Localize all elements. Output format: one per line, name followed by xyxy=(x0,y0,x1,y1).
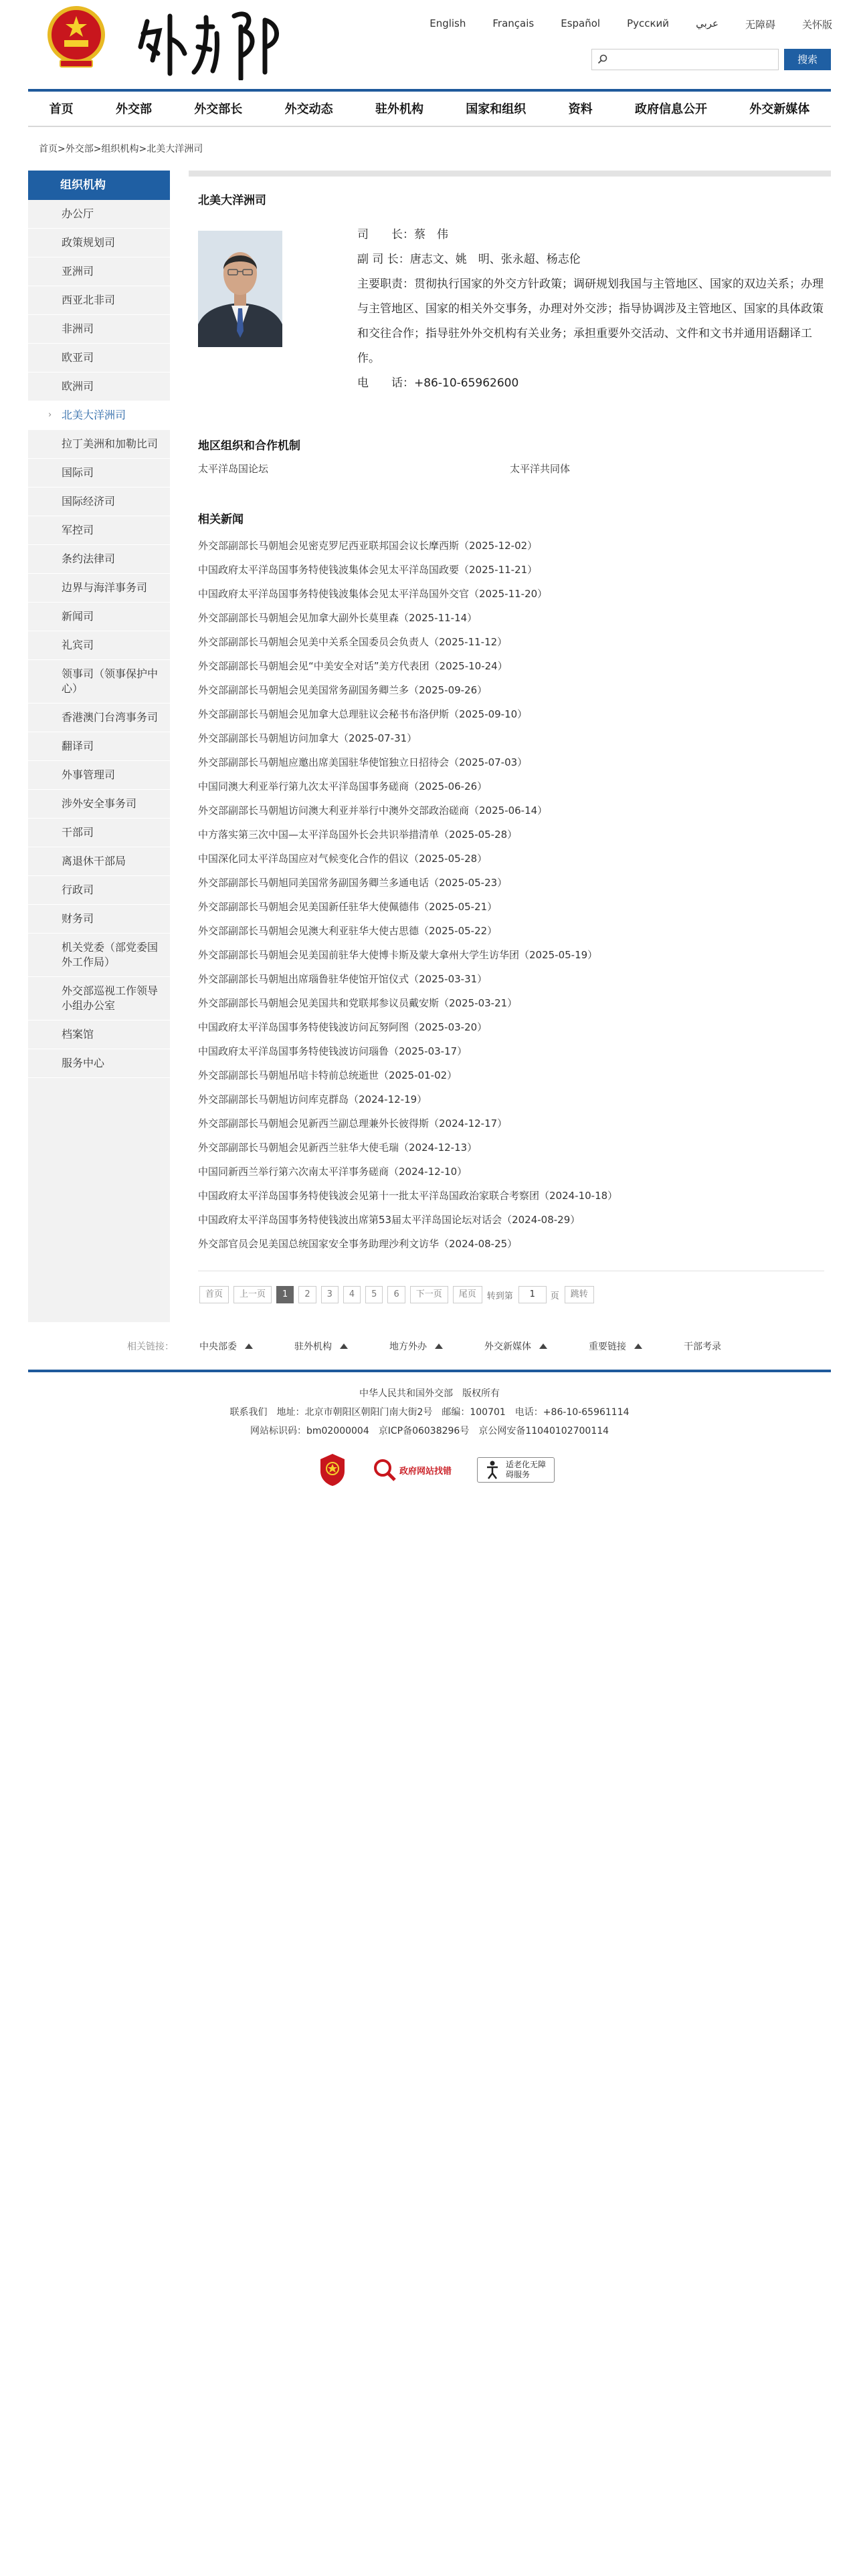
party-organ-badge-icon[interactable] xyxy=(318,1453,347,1487)
news-item[interactable]: 外交部副部长马朝旭应邀出席美国驻华使馆独立日招待会（2025-07-03） xyxy=(198,756,528,768)
sidebar-item[interactable]: 国际经济司 xyxy=(28,488,170,516)
breadcrumb-home[interactable]: 首页 xyxy=(39,144,58,154)
gov-error-badge[interactable] xyxy=(373,1458,452,1482)
pager-page-button[interactable]: 3 xyxy=(321,1286,339,1303)
pagination xyxy=(199,1286,599,1303)
related-link-dropdown[interactable] xyxy=(484,1339,547,1353)
pager-page-button[interactable]: 5 xyxy=(365,1286,383,1303)
news-item[interactable]: 中国政府太平洋岛国事务特使钱波集体会见太平洋岛国政要（2025-11-21） xyxy=(198,564,538,576)
mechanism-link[interactable]: 太平洋岛国论坛 xyxy=(198,463,269,475)
mechanism-link[interactable]: 太平洋共同体 xyxy=(510,463,571,475)
pager-goto-label: 转到第 xyxy=(486,1291,513,1301)
news-item[interactable]: 外交部副部长马朝旭会见澳大利亚驻华大使古思德（2025-05-22） xyxy=(198,925,498,937)
sidebar-item[interactable]: 涉外安全事务司 xyxy=(28,790,170,819)
ministry-logo[interactable] xyxy=(134,7,288,80)
sidebar xyxy=(28,171,170,1322)
sidebar-item[interactable]: 条约法律司 xyxy=(28,545,170,574)
news-item[interactable]: 外交部副部长马朝旭会见加拿大副外长莫里森（2025-11-14） xyxy=(198,612,478,624)
nav-item-disclosure[interactable]: 政府信息公开 xyxy=(634,102,707,116)
national-emblem-icon[interactable] xyxy=(45,4,107,71)
news-item[interactable]: 外交部副部长马朝旭会见美国共和党联邦参议员戴安斯（2025-03-21） xyxy=(198,997,518,1009)
breadcrumb-ministry[interactable]: 外交部 xyxy=(65,144,94,154)
news-item[interactable]: 外交部副部长马朝旭会见美国常务副国务卿兰多（2025-09-26） xyxy=(198,684,488,696)
sidebar-item[interactable]: 礼宾司 xyxy=(28,631,170,660)
sidebar-item[interactable]: 服务中心 xyxy=(28,1049,170,1078)
triangle-up-icon xyxy=(539,1344,547,1349)
sidebar-item[interactable]: 领事司（领事保护中心） xyxy=(28,660,170,704)
sidebar-item[interactable]: 办公厅 xyxy=(28,200,170,229)
director-photo xyxy=(198,231,282,347)
sidebar-item[interactable]: 拉丁美洲和加勒比司 xyxy=(28,430,170,459)
sidebar-item[interactable]: 新闻司 xyxy=(28,603,170,631)
news-item[interactable]: 中国政府太平洋岛国事务特使钱波出席第53届太平洋岛国论坛对话会（2024-08-29） xyxy=(198,1214,581,1226)
elderly-access-badge[interactable] xyxy=(477,1457,555,1483)
news-item[interactable]: 外交部副部长马朝旭会见加拿大总理驻议会秘书布洛伊斯（2025-09-10） xyxy=(198,708,528,720)
news-item[interactable]: 中国同澳大利亚举行第九次太平洋岛国事务磋商（2025-06-26） xyxy=(198,780,488,792)
breadcrumb: 首页>外交部>组织机构>北美大洋洲司 xyxy=(39,144,203,154)
sidebar-item[interactable]: 外事管理司 xyxy=(28,761,170,790)
news-item[interactable]: 外交部官员会见美国总统国家安全事务助理沙利文访华（2024-08-25） xyxy=(198,1238,518,1250)
footer-contact: 联系我们 地址：北京市朝阳区朝阳门南大街2号 邮编：100701 电话：+86-10-65961114 xyxy=(229,1407,630,1418)
lang-spanish-link[interactable]: Español xyxy=(561,17,601,29)
sidebar-item[interactable]: 欧洲司 xyxy=(28,372,170,401)
related-link-dropdown[interactable] xyxy=(589,1339,642,1353)
related-links xyxy=(127,1339,721,1353)
elderly-care-link[interactable]: 关怀版 xyxy=(801,19,832,31)
nav-item-resources[interactable]: 资料 xyxy=(568,102,593,116)
sidebar-item[interactable]: 欧亚司 xyxy=(28,344,170,372)
sidebar-item[interactable]: 军控司 xyxy=(28,516,170,545)
pager-unit-label: 页 xyxy=(550,1291,559,1301)
lang-russian-link[interactable]: Русский xyxy=(627,17,670,29)
news-item[interactable]: 外交部副部长马朝旭会见密克罗尼西亚联邦国会议长摩西斯（2025-12-02） xyxy=(198,540,538,552)
search-button[interactable]: 搜索 xyxy=(784,49,831,70)
related-link-label: 重要链接 xyxy=(589,1341,626,1352)
pager-page-current[interactable]: 1 xyxy=(276,1286,294,1303)
sidebar-item[interactable]: 行政司 xyxy=(28,876,170,905)
news-item[interactable]: 外交部副部长马朝旭出席瑙鲁驻华使馆开馆仪式（2025-03-31） xyxy=(198,973,488,985)
news-item[interactable]: 外交部副部长马朝旭会见美国前驻华大使博卡斯及蒙大拿州大学生访华团（2025-05-19） xyxy=(198,949,598,961)
accessibility-link[interactable]: 无障碍 xyxy=(745,19,775,31)
news-item[interactable]: 中国政府太平洋岛国事务特使钱波访问瑙鲁（2025-03-17） xyxy=(198,1045,468,1057)
pager-prev-button[interactable]: 上一页 xyxy=(233,1286,272,1303)
search-input[interactable] xyxy=(612,51,775,69)
pager-jump-button[interactable]: 跳转 xyxy=(565,1286,594,1303)
related-link-label: 中央部委 xyxy=(199,1341,237,1352)
nav-divider-bottom xyxy=(28,126,831,127)
site-header xyxy=(0,0,859,87)
nav-item-activities[interactable]: 外交动态 xyxy=(284,102,333,116)
nav-item-minister[interactable]: 外交部长 xyxy=(194,102,243,116)
related-link-dropdown[interactable] xyxy=(294,1339,348,1353)
pager-last-button[interactable]: 尾页 xyxy=(453,1286,482,1303)
main-nav xyxy=(28,94,831,123)
news-item[interactable]: 中国政府太平洋岛国事务特使钱波访问瓦努阿图（2025-03-20） xyxy=(198,1021,488,1033)
pager-page-button[interactable]: 4 xyxy=(343,1286,361,1303)
news-item[interactable]: 外交部副部长马朝旭吊唁卡特前总统逝世（2025-01-02） xyxy=(198,1069,458,1081)
nav-item-missions[interactable]: 驻外机构 xyxy=(375,102,423,116)
gov-error-badge-label: 政府网站找错 xyxy=(399,1466,452,1477)
news-item[interactable]: 外交部副部长马朝旭会见美国新任驻华大使佩德伟（2025-05-21） xyxy=(198,901,498,913)
sidebar-item[interactable]: 档案馆 xyxy=(28,1021,170,1049)
pager-page-button[interactable]: 2 xyxy=(298,1286,316,1303)
sidebar-item-label: 北美大洋洲司 xyxy=(62,409,126,421)
magnifier-icon xyxy=(373,1458,397,1482)
triangle-up-icon xyxy=(634,1344,642,1349)
pager-page-button[interactable]: 6 xyxy=(387,1286,405,1303)
news-item[interactable]: 外交部副部长马朝旭访问澳大利亚并举行中澳外交部政治磋商（2025-06-14） xyxy=(198,804,548,817)
related-link-dropdown[interactable] xyxy=(199,1339,253,1353)
accessibility-icon xyxy=(483,1460,502,1480)
triangle-up-icon xyxy=(435,1344,443,1349)
related-links-label: 相关链接： xyxy=(127,1341,174,1352)
news-item[interactable]: 中方落实第三次中国—太平洋岛国外长会共识举措清单（2025-05-28） xyxy=(198,829,518,841)
footer-codes: 网站标识码：bm02000004 京ICP备06038296号 京公网安备11040102700114 xyxy=(250,1426,609,1436)
pager-first-button[interactable]: 首页 xyxy=(199,1286,229,1303)
deputies-line: 副 司 长：唐志文、姚 明、张永超、杨志伦 xyxy=(357,253,581,266)
sidebar-item[interactable]: 翻译司 xyxy=(28,732,170,761)
footer-badges xyxy=(318,1453,555,1487)
lang-french-link[interactable]: Français xyxy=(492,17,535,29)
breadcrumb-current[interactable]: 北美大洋洲司 xyxy=(147,144,203,154)
triangle-up-icon xyxy=(340,1344,348,1349)
news-item[interactable]: 中国政府太平洋岛国事务特使钱波集体会见太平洋岛国外交官（2025-11-20） xyxy=(198,588,548,600)
news-item[interactable]: 外交部副部长马朝旭同美国常务副国务卿兰多通电话（2025-05-23） xyxy=(198,877,508,889)
nav-item-ministry[interactable]: 外交部 xyxy=(115,102,152,116)
sidebar-item[interactable]: 离退休干部局 xyxy=(28,847,170,876)
news-item[interactable]: 外交部副部长马朝旭会见新西兰驻华大使毛瑞（2024-12-13） xyxy=(198,1142,478,1154)
footer xyxy=(0,1384,859,1440)
related-link[interactable] xyxy=(684,1339,721,1353)
content-top-bar xyxy=(189,171,831,177)
sidebar-item[interactable]: 政策规划司 xyxy=(28,229,170,257)
related-link-label: 外交新媒体 xyxy=(484,1341,531,1352)
news-item[interactable]: 外交部副部长马朝旭会见新西兰副总理兼外长彼得斯（2024-12-17） xyxy=(198,1117,508,1130)
nav-item-home[interactable]: 首页 xyxy=(49,102,74,116)
department-info xyxy=(357,223,826,396)
news-item[interactable]: 中国政府太平洋岛国事务特使钱波会见第十一批太平洋岛国政治家联合考察团（2024-10-18） xyxy=(198,1190,618,1202)
sidebar-item[interactable]: 干部司 xyxy=(28,819,170,847)
nav-item-countries[interactable]: 国家和组织 xyxy=(466,102,527,116)
triangle-up-icon xyxy=(245,1344,253,1349)
duties-text: 主要职责：贯彻执行国家的外交方针政策；调研规划我国与主管地区、国家的双边关系；办理与主管地区、国家的相关外交事务，办理对外交涉；指导协调涉及主管地区、国家的具体政策和交往合作；指导驻外外交机构有关业务；承担重要外交活动、文件和文书并通用语翻译工作。 xyxy=(357,278,824,365)
news-list xyxy=(198,534,827,1256)
mechanisms-heading: 地区组织和合作机制 xyxy=(198,439,300,453)
sidebar-item[interactable]: 财务司 xyxy=(28,905,170,934)
sidebar-item[interactable]: 机关党委（部党委国外工作局） xyxy=(28,934,170,977)
sidebar-item[interactable]: 边界与海洋事务司 xyxy=(28,574,170,603)
pager-goto-input[interactable]: 1 xyxy=(518,1286,547,1303)
sidebar-item[interactable]: 亚洲司 xyxy=(28,257,170,286)
news-item[interactable]: 外交部副部长马朝旭会见“中美安全对话”美方代表团（2025-10-24） xyxy=(198,660,508,672)
chevron-right-icon: › xyxy=(48,410,52,420)
language-bar xyxy=(403,17,832,31)
related-link-label: 干部考录 xyxy=(684,1341,721,1352)
elderly-access-label: 适老化无障碍服务 xyxy=(506,1460,547,1479)
related-link-label: 驻外机构 xyxy=(294,1341,332,1352)
sidebar-item[interactable]: 外交部巡视工作领导小组办公室 xyxy=(28,977,170,1021)
sidebar-heading: 组织机构 xyxy=(28,171,170,200)
sidebar-item[interactable]: 国际司 xyxy=(28,459,170,488)
search-box xyxy=(591,49,779,70)
footer-divider xyxy=(28,1370,831,1372)
sidebar-item-active[interactable] xyxy=(28,401,170,430)
news-item[interactable]: 外交部副部长马朝旭访问加拿大（2025-07-31） xyxy=(198,732,417,744)
news-item[interactable]: 中国同新西兰举行第六次南太平洋事务磋商（2024-12-10） xyxy=(198,1166,468,1178)
page-title: 北美大洋洲司 xyxy=(198,194,266,207)
sidebar-item[interactable]: 西亚北非司 xyxy=(28,286,170,315)
news-item[interactable]: 中国深化同太平洋岛国应对气候变化合作的倡议（2025-05-28） xyxy=(198,853,488,865)
news-item[interactable]: 外交部副部长马朝旭会见美中关系全国委员会负责人（2025-11-12） xyxy=(198,636,508,648)
news-item[interactable]: 外交部副部长马朝旭访问库克群岛（2024-12-19） xyxy=(198,1093,427,1105)
related-link-dropdown[interactable] xyxy=(389,1339,443,1353)
director-line: 司 长：蔡 伟 xyxy=(357,228,448,241)
related-link-label: 地方外办 xyxy=(389,1341,427,1352)
lang-english-link[interactable]: English xyxy=(430,17,466,29)
pager-next-button[interactable]: 下一页 xyxy=(410,1286,448,1303)
nav-divider-top xyxy=(28,89,831,92)
phone-line: 电 话：+86-10-65962600 xyxy=(357,377,519,390)
lang-arabic-link[interactable]: عربي xyxy=(696,17,719,29)
footer-copyright: 中华人民共和国外交部 版权所有 xyxy=(359,1388,500,1399)
news-heading: 相关新闻 xyxy=(198,513,244,526)
sidebar-item[interactable]: 非洲司 xyxy=(28,315,170,344)
nav-item-new-media[interactable]: 外交新媒体 xyxy=(749,102,810,116)
sidebar-item[interactable]: 香港澳门台湾事务司 xyxy=(28,704,170,732)
search-icon xyxy=(597,54,608,65)
breadcrumb-organization[interactable]: 组织机构 xyxy=(101,144,139,154)
